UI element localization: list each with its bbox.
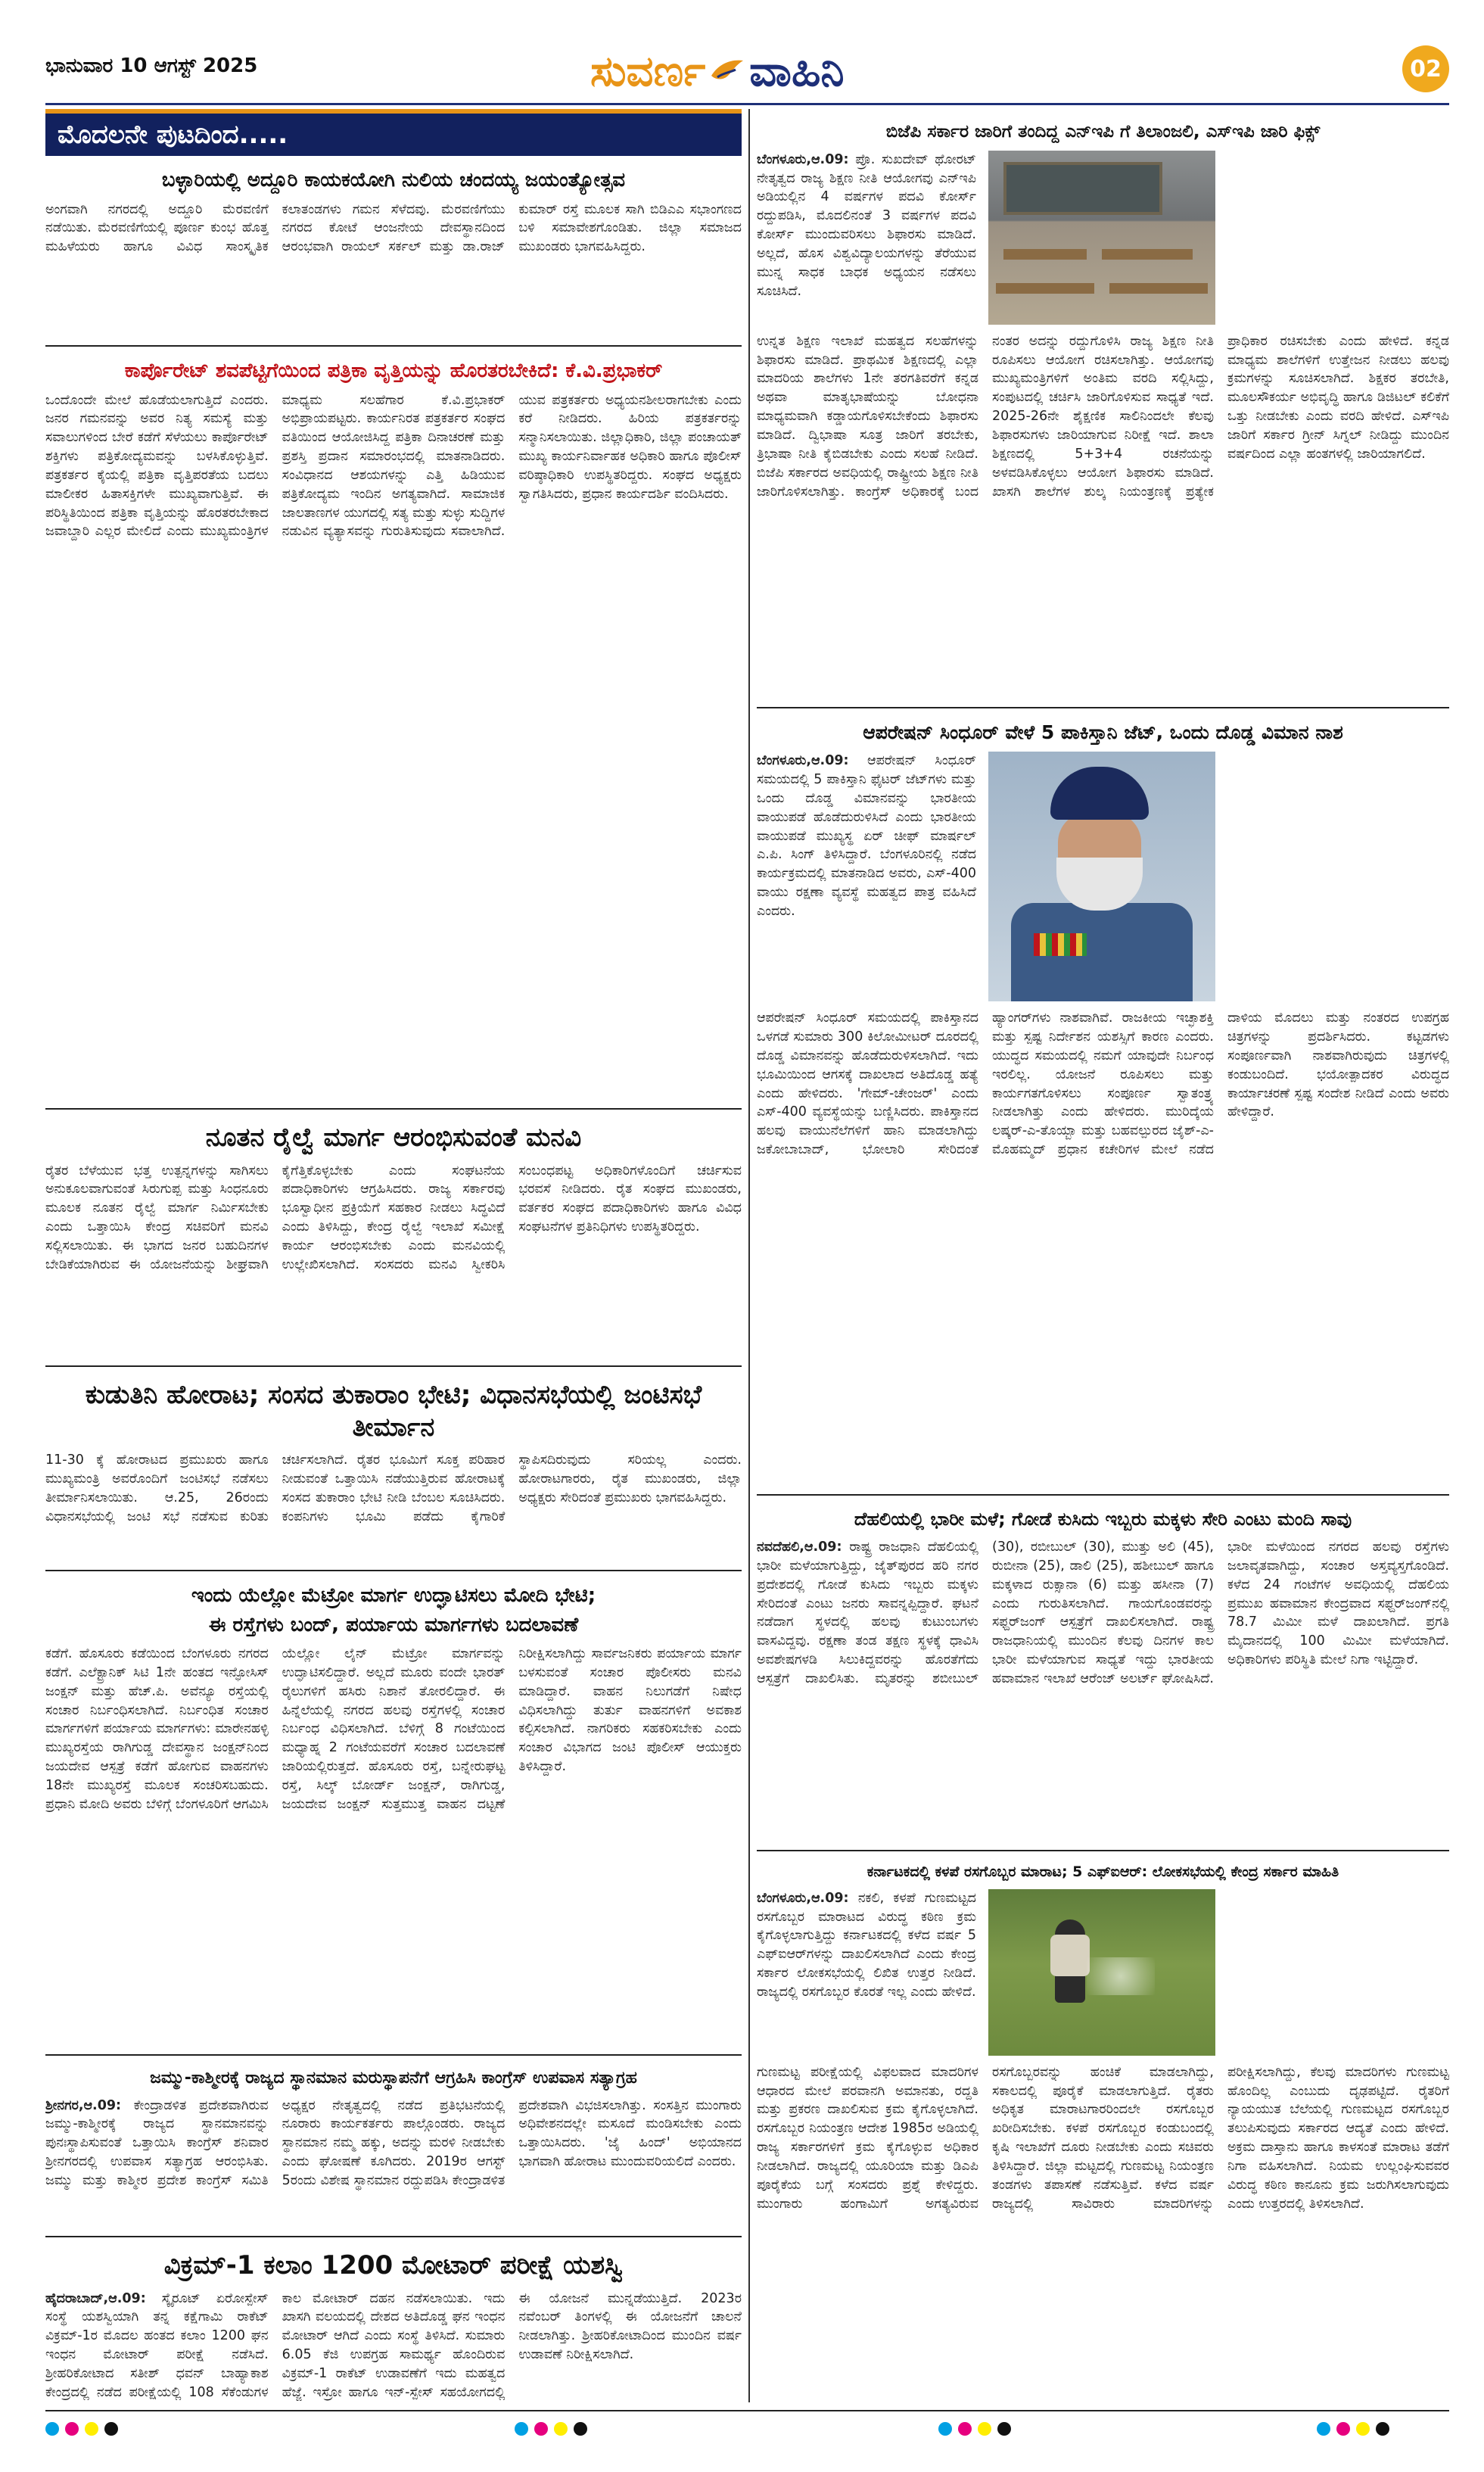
article-body: ಆಪರೇಷನ್ ಸಿಂಧೂರ್ ಸಮಯದಲ್ಲಿ ಪಾಕಿಸ್ತಾನದ ಒಳಗಡೆ ಸುಮಾರು 300 ಕಿಲೋಮೀಟರ್ ದೂರದಲ್ಲಿ ದೊಡ್ಡ ವಿಮಾನವನ್ನು ಹೊಡೆದುರುಳಿಸಲಾಗಿದೆ. ಇದು ಭೂಮಿಯಿಂದ ಆಗಸಕ್ಕೆ ದಾಖಲಾದ ಅತಿದೊಡ್ಡ ಹತ್ಯೆ ಎಂದು ಹೇಳಿದರು. 'ಗೇಮ್-ಚೇಂಜರ್' ಎಂದು ಎಸ್-400 ವ್ಯವಸ್ಥೆಯನ್ನು ಬಣ್ಣಿಸಿದರು. ಪಾಕಿಸ್ತಾನದ ಹಲವು ವಾಯುನೆಲೆಗಳಿಗೆ ಹಾನಿ ಮಾಡಲಾಗಿದ್ದು ಜಕೋಬಾಬಾದ್, ಭೋಲಾರಿ ಸೇರಿದಂತೆ ಹ್ಯಾಂಗರ್‌ಗಳು ನಾಶವಾಗಿವೆ. ರಾಜಕೀಯ ಇಚ್ಛಾಶಕ್ತಿ ಮತ್ತು ಸ್ಪಷ್ಟ ನಿರ್ದೇಶನ ಯಶಸ್ಸಿಗೆ ಕಾರಣ ಎಂದರು. ಯುದ್ಧದ ಸಮಯದಲ್ಲಿ ನಮಗೆ ಯಾವುದೇ ನಿರ್ಬಂಧ ಇರಲಿಲ್ಲ. ಯೋಜನೆ ರೂಪಿಸಲು ಮತ್ತು ಕಾರ್ಯಗತಗೊಳಿಸಲು ಸಂಪೂರ್ಣ ಸ್ವಾತಂತ್ರ್ಯ ನೀಡಲಾಗಿತ್ತು ಎಂದು ಹೇಳಿದರು. ಮುರಿದ್ಕೆಯ ಲಷ್ಕರ್-ಎ-ತೊಯ್ಬಾ ಮತ್ತು ಬಹವಲ್ಪುರದ ಜೈಶ್-ಎ-ಮೊಹಮ್ಮದ್ ಪ್ರಧಾನ ಕಚೇರಿಗಳ ಮೇಲೆ ನಡೆದ ದಾಳಿಯ ಮೊದಲು ಮತ್ತು ನಂತರದ ಉಪಗ್ರಹ ಚಿತ್ರಗಳನ್ನು ಪ್ರದರ್ಶಿಸಿದರು. ಕಟ್ಟಡಗಳು ಸಂಪೂರ್ಣವಾಗಿ ನಾಶವಾಗಿರುವುದು ಚಿತ್ರಗಳಲ್ಲಿ ಕಂಡುಬಂದಿದೆ. ಭಯೋತ್ಪಾದಕರ ವಿರುದ್ಧದ ಕಾರ್ಯಾಚರಣೆ ಸ್ಪಷ್ಟ ಸಂದೇಶ ನೀಡಿದೆ ಎಂದು ಅವರು ಹೇಳಿದ್ದಾರೆ. — [757, 1010, 1449, 1158]
article-headline: ವಿಕ್ರಮ್-1 ಕಲಾಂ 1200 ಮೋಟಾರ್ ಪರೀಕ್ಷೆ ಯಶಸ್ವಿ — [163, 2250, 624, 2281]
registration-marks-left — [45, 2422, 118, 2436]
article-intro — [757, 151, 976, 325]
article-body: ಕಡೆಗೆ. ಹೊಸೂರು ಕಡೆಯಿಂದ ಬೆಂಗಳೂರು ನಗರದ ಕಡೆಗೆ. ಎಲೆಕ್ಟ್ರಾನಿಕ್ ಸಿಟಿ 1ನೇ ಹಂತದ ಇನ್ಫೋಸಿಸ್ ಜಂಕ್ಷನ್ ಮತ್ತು ಹೆಚ್.ಪಿ. ಅವೆನ್ಯೂ ರಸ್ತೆಯಲ್ಲಿ ಸಂಚಾರ ನಿರ್ಬಂಧಿಸಲಾಗಿದೆ. ನಿರ್ಬಂಧಿತ ಸಂಚಾರ ಮಾರ್ಗಗಳಿಗೆ ಪರ್ಯಾಯ ಮಾರ್ಗಗಳು: ಮಾರೇನಹಳ್ಳಿ ಮುಖ್ಯರಸ್ತೆಯ ರಾಗಿಗುಡ್ಡ ದೇವಸ್ಥಾನ ಜಂಕ್ಷನ್‌ನಿಂದ ಜಯದೇವ ಆಸ್ಪತ್ರೆ ಕಡೆಗೆ ಹೋಗುವ ವಾಹನಗಳು 18ನೇ ಮುಖ್ಯರಸ್ತೆ ಮೂಲಕ ಸಂಚರಿಸಬಹುದು. ಪ್ರಧಾನಿ ಮೋದಿ ಅವರು ಬೆಳಿಗ್ಗೆ ಬೆಂಗಳೂರಿಗೆ ಆಗಮಿಸಿ ಯೆಲ್ಲೋ ಲೈನ್ ಮೆಟ್ರೋ ಮಾರ್ಗವನ್ನು ಉದ್ಘಾಟಿಸಲಿದ್ದಾರೆ. ಅಲ್ಲದೆ ಮೂರು ವಂದೇ ಭಾರತ್ ರೈಲುಗಳಿಗೆ ಹಸಿರು ನಿಶಾನೆ ತೋರಲಿದ್ದಾರೆ. ಈ ಹಿನ್ನೆಲೆಯಲ್ಲಿ ನಗರದ ಹಲವು ರಸ್ತೆಗಳಲ್ಲಿ ಸಂಚಾರ ನಿರ್ಬಂಧ ವಿಧಿಸಲಾಗಿದೆ. ಬೆಳಿಗ್ಗೆ 8 ಗಂಟೆಯಿಂದ ಮಧ್ಯಾಹ್ನ 2 ಗಂಟೆಯವರೆಗೆ ಸಂಚಾರ ಬದಲಾವಣೆ ಜಾರಿಯಲ್ಲಿರುತ್ತದೆ. ಹೊಸೂರು ರಸ್ತೆ, ಬನ್ನೇರುಘಟ್ಟ ರಸ್ತೆ, ಸಿಲ್ಕ್ ಬೋರ್ಡ್ ಜಂಕ್ಷನ್, ರಾಗಿಗುಡ್ಡ, ಜಯದೇವ ಜಂಕ್ಷನ್ ಸುತ್ತಮುತ್ತ ವಾಹನ ದಟ್ಟಣೆ ನಿರೀಕ್ಷಿಸಲಾಗಿದ್ದು ಸಾರ್ವಜನಿಕರು ಪರ್ಯಾಯ ಮಾರ್ಗ ಬಳಸುವಂತೆ ಸಂಚಾರ ಪೊಲೀಸರು ಮನವಿ ಮಾಡಿದ್ದಾರೆ. ವಾಹನ ನಿಲುಗಡೆಗೆ ನಿಷೇಧ ವಿಧಿಸಲಾಗಿದ್ದು ತುರ್ತು ವಾಹನಗಳಿಗೆ ಅವಕಾಶ ಕಲ್ಪಿಸಲಾಗಿದೆ. ನಾಗರಿಕರು ಸಹಕರಿಸಬೇಕು ಎಂದು ಸಂಚಾರ ವಿಭಾಗದ ಜಂಟಿ ಪೊಲೀಸ್ ಆಯುಕ್ತರು ತಿಳಿಸಿದ್ದಾರೆ. — [45, 1646, 742, 1812]
article-side-text — [1227, 1889, 1447, 2056]
article-headline: ನೂತನ ರೈಲ್ವೆ ಮಾರ್ಗ ಆರಂಭಿಸುವಂತೆ ಮನವಿ — [205, 1122, 582, 1153]
registration-marks-center-right — [938, 2422, 1011, 2436]
article-delhi-rain — [757, 1496, 1449, 1851]
article-fertilizer — [757, 1851, 1449, 2381]
article-text: ನಕಲಿ, ಕಳಪೆ ಗುಣಮಟ್ಟದ ರಸಗೊಬ್ಬರ ಮಾರಾಟದ ವಿರುದ್ಧ ಕಠಿಣ ಕ್ರಮ ಕೈಗೊಳ್ಳಲಾಗುತ್ತಿದ್ದು ಕರ್ನಾಟಕದಲ್ಲಿ ಕಳೆದ ವರ್ಷ 5 ಎಫ್‌ಐಆರ್‌ಗಳನ್ನು ದಾಖಲಿಸಲಾಗಿದೆ ಎಂದು ಕೇಂದ್ರ ಸರ್ಕಾರ ಲೋಕಸಭೆಯಲ್ಲಿ ಲಿಖಿತ ಉತ್ತರ ನೀಡಿದೆ. ರಾಜ್ಯದಲ್ಲಿ ರಸಗೊಬ್ಬರ ಕೊರತೆ ಇಲ್ಲ ಎಂದು ಹೇಳಿದೆ. — [757, 1890, 976, 2000]
article-body: ಉನ್ನತ ಶಿಕ್ಷಣ ಇಲಾಖೆ ಮಹತ್ವದ ಸಲಹೆಗಳನ್ನು ಶಿಫಾರಸು ಮಾಡಿದೆ. ಪ್ರಾಥಮಿಕ ಶಿಕ್ಷಣದಲ್ಲಿ ಎಲ್ಲಾ ಮಾದರಿಯ ಶಾಲೆಗಳು 1ನೇ ತರಗತಿವರೆಗೆ ಕನ್ನಡ ಅಥವಾ ಮಾತೃಭಾಷೆಯನ್ನು ಬೋಧನಾ ಮಾಧ್ಯಮವಾಗಿ ಕಡ್ಡಾಯಗೊಳಿಸಬೇಕೆಂದು ಶಿಫಾರಸು ಮಾಡಿದೆ. ದ್ವಿಭಾಷಾ ಸೂತ್ರ ಜಾರಿಗೆ ತರಬೇಕು, ತ್ರಿಭಾಷಾ ನೀತಿ ಕೈಬಿಡಬೇಕು ಎಂದು ಸಲಹೆ ನೀಡಿದೆ. ಬಿಜೆಪಿ ಸರ್ಕಾರದ ಅವಧಿಯಲ್ಲಿ ರಾಷ್ಟ್ರೀಯ ಶಿಕ್ಷಣ ನೀತಿ ಜಾರಿಗೊಳಿಸಲಾಗಿತ್ತು. ಕಾಂಗ್ರೆಸ್ ಅಧಿಕಾರಕ್ಕೆ ಬಂದ ನಂತರ ಅದನ್ನು ರದ್ದುಗೊಳಿಸಿ ರಾಜ್ಯ ಶಿಕ್ಷಣ ನೀತಿ ರೂಪಿಸಲು ಆಯೋಗ ರಚಿಸಲಾಗಿತ್ತು. ಆಯೋಗವು ಮುಖ್ಯಮಂತ್ರಿಗಳಿಗೆ ಅಂತಿಮ ವರದಿ ಸಲ್ಲಿಸಿದ್ದು, ಸಂಪುಟದಲ್ಲಿ ಚರ್ಚಿಸಿ ಜಾರಿಗೊಳಿಸುವ ಸಾಧ್ಯತೆ ಇದೆ. 2025-26ನೇ ಶೈಕ್ಷಣಿಕ ಸಾಲಿನಿಂದಲೇ ಕೆಲವು ಶಿಫಾರಸುಗಳು ಜಾರಿಯಾಗುವ ನಿರೀಕ್ಷೆ ಇದೆ. ಶಾಲಾ ಶಿಕ್ಷಣದಲ್ಲಿ 5+3+4 ರಚನೆಯನ್ನು ಅಳವಡಿಸಿಕೊಳ್ಳಲು ಆಯೋಗ ಶಿಫಾರಸು ಮಾಡಿದೆ. ಖಾಸಗಿ ಶಾಲೆಗಳ ಶುಲ್ಕ ನಿಯಂತ್ರಣಕ್ಕೆ ಪ್ರತ್ಯೇಕ ಪ್ರಾಧಿಕಾರ ರಚಿಸಬೇಕು ಎಂದು ಹೇಳಿದೆ. ಕನ್ನಡ ಮಾಧ್ಯಮ ಶಾಲೆಗಳಿಗೆ ಉತ್ತೇಜನ ನೀಡಲು ಹಲವು ಕ್ರಮಗಳನ್ನು ಸೂಚಿಸಲಾಗಿದೆ. ಶಿಕ್ಷಕರ ತರಬೇತಿ, ಮೂಲಸೌಕರ್ಯ ಅಭಿವೃದ್ಧಿ ಹಾಗೂ ಡಿಜಿಟಲ್ ಕಲಿಕೆಗೆ ಒತ್ತು ನೀಡಬೇಕು ಎಂದು ವರದಿ ಹೇಳಿದೆ. ಎಸ್‌ಇಪಿ ಜಾರಿಗೆ ಸರ್ಕಾರ ಗ್ರೀನ್ ಸಿಗ್ನಲ್ ನೀಡಿದ್ದು ಮುಂದಿನ ವರ್ಷದಿಂದ ಎಲ್ಲಾ ಹಂತಗಳಲ್ಲಿ ಜಾರಿಯಾಗಲಿದೆ. — [757, 333, 1449, 500]
masthead-rule — [45, 103, 1449, 105]
article-body: ಅಂಗವಾಗಿ ನಗರದಲ್ಲಿ ಅದ್ದೂರಿ ಮೆರವಣಿಗೆ ನಡೆಯಿತು. ಮೆರವಣಿಗೆಯಲ್ಲಿ ಪೂರ್ಣ ಕುಂಭ ಹೊತ್ತ ಮಹಿಳೆಯರು ಹಾಗೂ ವಿವಿಧ ಸಾಂಸ್ಕೃತಿಕ ಕಲಾತಂಡಗಳು ಗಮನ ಸೆಳೆದವು. ಮೆರವಣಿಗೆಯು ನಗರದ ಕೋಟೆ ಆಂಜನೇಯ ದೇವಸ್ಥಾನದಿಂದ ಆರಂಭವಾಗಿ ರಾಯಲ್ ಸರ್ಕಲ್ ಮತ್ತು ಡಾ.ರಾಜ್ ಕುಮಾರ್ ರಸ್ತೆ ಮೂಲಕ ಸಾಗಿ ಬಿಡಿಎಎ ಸಭಾಂಗಣದ ಬಳಿ ಸಮಾವೇಶಗೊಂಡಿತು. ಜಿಲ್ಲಾ ಸಮಾಜದ ಮುಖಂಡರು ಭಾಗವಹಿಸಿದ್ದರು. — [45, 201, 742, 255]
article-side-text — [1227, 151, 1447, 325]
dateline: ಬೆಂಗಳೂರು,ಆ.09: — [757, 151, 849, 167]
article-text: ರಾಷ್ಟ್ರ ರಾಜಧಾನಿ ದೆಹಲಿಯಲ್ಲಿ ಭಾರೀ ಮಳೆಯಾಗುತ್ತಿದ್ದು, ಜೈತ್‌ಪುರದ ಹರಿ ನಗರ ಪ್ರದೇಶದಲ್ಲಿ ಗೋಡೆ ಕುಸಿದು ಇಬ್ಬರು ಮಕ್ಕಳು ಸೇರಿದಂತೆ ಎಂಟು ಜನರು ಸಾವನ್ನಪ್ಪಿದ್ದಾರೆ. ಘಟನೆ ನಡೆದಾಗ ಸ್ಥಳದಲ್ಲಿ ಹಲವು ಕುಟುಂಬಗಳು ವಾಸವಿದ್ದವು. ರಕ್ಷಣಾ ತಂಡ ತಕ್ಷಣ ಸ್ಥಳಕ್ಕೆ ಧಾವಿಸಿ ಅವಶೇಷಗಳಡಿ ಸಿಲುಕಿದ್ದವರನ್ನು ಹೊರತೆಗೆದು ಆಸ್ಪತ್ರೆಗೆ ದಾಖಲಿಸಿತು. — [757, 1540, 978, 1686]
air-chief-photo — [988, 752, 1215, 1001]
logo-part-1: ಸುವರ್ಣ — [590, 45, 706, 96]
masthead — [45, 39, 1449, 103]
article-headline: ಆಪರೇಷನ್ ಸಿಂಧೂರ್ ವೇಳೆ 5 ಪಾಕಿಸ್ತಾನಿ ಜೆಟ್, ಒಂದು ದೊಡ್ಡ ವಿಮಾನ ನಾಶ — [863, 721, 1343, 743]
article-operation-sindoor — [757, 708, 1449, 1496]
article-body — [45, 2290, 742, 2441]
page-number-badge: 02 — [1402, 45, 1449, 92]
magenta-dot — [65, 2422, 79, 2436]
article-headline-line-1: ಇಂದು ಯೆಲ್ಲೋ ಮೆಟ್ರೋ ಮಾರ್ಗ ಉದ್ಘಾಟಿಸಲು ಮೋದಿ ಭೇಟಿ; — [191, 1584, 596, 1607]
left-column — [45, 109, 742, 2442]
logo-part-2: ವಾಹಿನಿ — [749, 45, 845, 96]
cyan-dot — [45, 2422, 59, 2436]
column-divider — [748, 109, 750, 2402]
article-headline: ಬಿಜೆಪಿ ಸರ್ಕಾರ ಜಾರಿಗೆ ತಂದಿದ್ದ ಎನ್‌ಇಪಿ ಗೆ ತಿಲಾಂಜಲಿ, ಎಸ್‌ಇಪಿ ಜಾರಿ ಫಿಕ್ಸ್ — [885, 122, 1321, 142]
yellow-dot — [85, 2422, 98, 2436]
bottom-rule — [45, 2410, 1449, 2411]
dateline: ಬೆಂಗಳೂರು,ಆ.09: — [757, 1890, 849, 1906]
article-body — [757, 1538, 1449, 1833]
black-dot — [104, 2422, 118, 2436]
issue-date: ಭಾನುವಾರ 10 ಆಗಸ್ಟ್ 2025 — [45, 54, 258, 77]
article-bellary-jayanti — [45, 156, 742, 347]
article-headline: ದೆಹಲಿಯಲ್ಲಿ ಭಾರೀ ಮಳೆ; ಗೋಡೆ ಕುಸಿದು ಇಬ್ಬರು ಮಕ್ಕಳು ಸೇರಿ ಎಂಟು ಮಂದಿ ಸಾವು — [854, 1508, 1352, 1530]
article-corporate-journalism — [45, 347, 742, 1110]
article-intro — [757, 1889, 976, 2056]
section-title: ಮೊದಲನೇ ಪುಟದಿಂದ..... — [45, 109, 742, 156]
right-column — [757, 109, 1449, 2381]
article-body — [45, 2097, 742, 2225]
article-text: ಸ್ಕೈರೂಟ್ ಏರೋಸ್ಪೇಸ್ ಸಂಸ್ಥೆ ಯಶಸ್ವಿಯಾಗಿ ತನ್ನ ಕಕ್ಷೆಗಾಮಿ ರಾಕೆಟ್ ವಿಕ್ರಮ್-1ರ ಮೊದಲ ಹಂತದ ಕಲಾಂ 1200 ಘನ ಇಂಧನ ಮೋಟಾರ್ ಪರೀಕ್ಷೆ ನಡೆಸಿದೆ. ಶ್ರೀಹರಿಕೋಟಾದ ಸತೀಶ್ ಧವನ್ ಬಾಹ್ಯಾಕಾಶ ಕೇಂದ್ರದಲ್ಲಿ ನಡೆದ ಪರೀಕ್ಷೆಯಲ್ಲಿ 108 ಸೆಕೆಂಡುಗಳ ಕಾಲ ಮೋಟಾರ್ ದಹನ ನಡೆಸಲಾಯಿತು. ಇದು ಖಾಸಗಿ ವಲಯದಲ್ಲಿ ದೇಶದ ಅತಿದೊಡ್ಡ ಘನ ಇಂಧನ ಮೋಟಾರ್ ಆಗಿದೆ ಎಂದು ಸಂಸ್ಥೆ ತಿಳಿಸಿದೆ. ಸುಮಾರು 6.05 ಕೆಜಿ ಉಪಗ್ರಹ ಸಾಮರ್ಥ್ಯ ಹೊಂದಿರುವ ವಿಕ್ರಮ್-1 ರಾಕೆಟ್ ಉಡಾವಣೆಗೆ ಇದು ಮಹತ್ವದ ಹೆಜ್ಜೆ. ಇಸ್ರೋ ಹಾಗೂ ಇನ್-ಸ್ಪೇಸ್ ಸಹಯೋಗದಲ್ಲಿ ಈ ಯೋಜನೆ ಮುನ್ನಡೆಯುತ್ತಿದೆ. 2023ರ ನವೆಂಬರ್ ತಿಂಗಳಲ್ಲಿ ಈ ಯೋಜನೆಗೆ ಚಾಲನೆ ನೀಡಲಾಗಿತ್ತು. ಶ್ರೀಹರಿಕೋಟಾದಿಂದ ಮುಂದಿನ ವರ್ಷ ಉಡಾವಣೆ ನಿರೀಕ್ಷಿಸಲಾಗಿದೆ. — [45, 2290, 742, 2400]
article-yellow-metro — [45, 1571, 742, 2056]
newspaper-logo — [590, 44, 845, 98]
article-railway-line — [45, 1110, 742, 1367]
dateline: ಬೆಂಗಳೂರು,ಆ.09: — [757, 753, 849, 769]
dateline: ಶ್ರೀನಗರ,ಆ.09: — [45, 2097, 122, 2113]
article-nep-sep — [757, 109, 1449, 708]
article-intro — [757, 752, 976, 1001]
article-headline: ಕರ್ನಾಟಕದಲ್ಲಿ ಕಳಪೆ ರಸಗೊಬ್ಬರ ಮಾರಾಟ; 5 ಎಫ್‌ಐಆರ್: ಲೋಕಸಭೆಯಲ್ಲಿ ಕೇಂದ್ರ ಸರ್ಕಾರ ಮಾಹಿತಿ — [866, 1863, 1339, 1880]
article-body: ಗುಣಮಟ್ಟ ಪರೀಕ್ಷೆಯಲ್ಲಿ ವಿಫಲವಾದ ಮಾದರಿಗಳ ಆಧಾರದ ಮೇಲೆ ಪರವಾನಗಿ ಅಮಾನತು, ರದ್ದತಿ ಮತ್ತು ಪ್ರಕರಣ ದಾಖಲಿಸುವ ಕ್ರಮ ಕೈಗೊಳ್ಳಲಾಗಿದೆ. ರಸಗೊಬ್ಬರ ನಿಯಂತ್ರಣ ಆದೇಶ 1985ರ ಅಡಿಯಲ್ಲಿ ರಾಜ್ಯ ಸರ್ಕಾರಗಳಿಗೆ ಕ್ರಮ ಕೈಗೊಳ್ಳುವ ಅಧಿಕಾರ ನೀಡಲಾಗಿದೆ. ರಾಜ್ಯದಲ್ಲಿ ಯೂರಿಯಾ ಮತ್ತು ಡಿಎಪಿ ಪೂರೈಕೆಯ ಬಗ್ಗೆ ಸಂಸದರು ಪ್ರಶ್ನೆ ಕೇಳಿದ್ದರು. ಮುಂಗಾರು ಹಂಗಾಮಿಗೆ ಅಗತ್ಯವಿರುವ ರಸಗೊಬ್ಬರವನ್ನು ಹಂಚಿಕೆ ಮಾಡಲಾಗಿದ್ದು, ಸಕಾಲದಲ್ಲಿ ಪೂರೈಕೆ ಮಾಡಲಾಗುತ್ತಿದೆ. ರೈತರು ಅಧಿಕೃತ ಮಾರಾಟಗಾರರಿಂದಲೇ ರಸಗೊಬ್ಬರ ಖರೀದಿಸಬೇಕು. ಕಳಪೆ ರಸಗೊಬ್ಬರ ಕಂಡುಬಂದಲ್ಲಿ ಕೃಷಿ ಇಲಾಖೆಗೆ ದೂರು ನೀಡಬೇಕು ಎಂದು ಸಚಿವರು ತಿಳಿಸಿದ್ದಾರೆ. ಜಿಲ್ಲಾ ಮಟ್ಟದಲ್ಲಿ ಗುಣಮಟ್ಟ ನಿಯಂತ್ರಣ ತಂಡಗಳು ತಪಾಸಣೆ ನಡೆಸುತ್ತಿವೆ. ಕಳೆದ ವರ್ಷ ರಾಜ್ಯದಲ್ಲಿ ಸಾವಿರಾರು ಮಾದರಿಗಳನ್ನು ಪರೀಕ್ಷಿಸಲಾಗಿದ್ದು, ಕೆಲವು ಮಾದರಿಗಳು ಗುಣಮಟ್ಟ ಹೊಂದಿಲ್ಲ ಎಂಬುದು ದೃಢಪಟ್ಟಿದೆ. ರೈತರಿಗೆ ನ್ಯಾಯಯುತ ಬೆಲೆಯಲ್ಲಿ ಗುಣಮಟ್ಟದ ರಸಗೊಬ್ಬರ ತಲುಪಿಸುವುದು ಸರ್ಕಾರದ ಆದ್ಯತೆ ಎಂದು ಹೇಳಿದೆ. ಅಕ್ರಮ ದಾಸ್ತಾನು ಹಾಗೂ ಕಾಳಸಂತೆ ಮಾರಾಟ ತಡೆಗೆ ನಿಗಾ ವಹಿಸಲಾಗಿದೆ. ನಿಯಮ ಉಲ್ಲಂಘಿಸುವವರ ವಿರುದ್ಧ ಕಠಿಣ ಕಾನೂನು ಕ್ರಮ ಜರುಗಿಸಲಾಗುವುದು ಎಂದು ಉತ್ತರದಲ್ಲಿ ತಿಳಿಸಲಾಗಿದೆ. — [757, 2064, 1449, 2212]
dateline: ನವದೆಹಲಿ,ಆ.09: — [757, 1540, 842, 1555]
article-body: ಒಂದೊಂದೇ ಮೇಲೆ ಹೊಡೆಯಲಾಗುತ್ತಿದೆ ಎಂದರು. ಜನರ ಗಮನವನ್ನು ಅವರ ನಿತ್ಯ ಸಮಸ್ಯೆ ಮತ್ತು ಸವಾಲುಗಳಿಂದ ಬೇರೆ ಕಡೆಗೆ ಸೆಳೆಯಲು ಕಾರ್ಪೊರೇಟ್ ಶಕ್ತಿಗಳು ಪತ್ರಿಕೋದ್ಯಮವನ್ನು ಬಳಸಿಕೊಳ್ಳುತ್ತಿವೆ. ಪತ್ರಕರ್ತರ ಕೈಯಲ್ಲಿ ಪತ್ರಿಕಾ ವೃತ್ತಿಪರತೆಯ ಬದಲು ಮಾಲೀಕರ ಹಿತಾಸಕ್ತಿಗಳೇ ಮುಖ್ಯವಾಗುತ್ತಿವೆ. ಈ ಪರಿಸ್ಥಿತಿಯಿಂದ ಪತ್ರಿಕಾ ವೃತ್ತಿಯನ್ನು ಹೊರತರಬೇಕಾದ ಜವಾಬ್ದಾರಿ ಎಲ್ಲರ ಮೇಲಿದೆ ಎಂದು ಮುಖ್ಯಮಂತ್ರಿಗಳ ಮಾಧ್ಯಮ ಸಲಹೆಗಾರ ಕೆ.ವಿ.ಪ್ರಭಾಕರ್ ಅಭಿಪ್ರಾಯಪಟ್ಟರು. ಕಾರ್ಯನಿರತ ಪತ್ರಕರ್ತರ ಸಂಘದ ವತಿಯಿಂದ ಆಯೋಜಿಸಿದ್ದ ಪತ್ರಿಕಾ ದಿನಾಚರಣೆ ಮತ್ತು ಪ್ರಶಸ್ತಿ ಪ್ರದಾನ ಸಮಾರಂಭದಲ್ಲಿ ಮಾತನಾಡಿದರು. ಸಂವಿಧಾನದ ಆಶಯಗಳನ್ನು ಎತ್ತಿ ಹಿಡಿಯುವ ಪತ್ರಿಕೋದ್ಯಮ ಇಂದಿನ ಅಗತ್ಯವಾಗಿದೆ. ಸಾಮಾಜಿಕ ಜಾಲತಾಣಗಳ ಯುಗದಲ್ಲಿ ಸತ್ಯ ಮತ್ತು ಸುಳ್ಳು ಸುದ್ದಿಗಳ ನಡುವಿನ ವ್ಯತ್ಯಾಸವನ್ನು ಗುರುತಿಸುವುದು ಸವಾಲಾಗಿದೆ. ಯುವ ಪತ್ರಕರ್ತರು ಅಧ್ಯಯನಶೀಲರಾಗಬೇಕು ಎಂದು ಕರೆ ನೀಡಿದರು. ಹಿರಿಯ ಪತ್ರಕರ್ತರನ್ನು ಸನ್ಮಾನಿಸಲಾಯಿತು. ಜಿಲ್ಲಾಧಿಕಾರಿ, ಜಿಲ್ಲಾ ಪಂಚಾಯತ್ ಮುಖ್ಯ ಕಾರ್ಯನಿರ್ವಾಹಕ ಅಧಿಕಾರಿ ಹಾಗೂ ಪೊಲೀಸ್ ವರಿಷ್ಠಾಧಿಕಾರಿ ಉಪಸ್ಥಿತರಿದ್ದರು. ಸಂಘದ ಅಧ್ಯಕ್ಷರು ಸ್ವಾಗತಿಸಿದರು, ಪ್ರಧಾನ ಕಾರ್ಯದರ್ಶಿ ವಂದಿಸಿದರು. — [45, 392, 742, 540]
article-headline: ಕಾರ್ಪೊರೇಟ್ ಶವಪೆಟ್ಟಿಗೆಯಿಂದ ಪತ್ರಿಕಾ ವೃತ್ತಿಯನ್ನು ಹೊರತರಬೇಕಿದೆ: ಕೆ.ವಿ.ಪ್ರಭಾಕರ್ — [124, 360, 663, 382]
article-headline: ಜಮ್ಮು-ಕಾಶ್ಮೀರಕ್ಕೆ ರಾಜ್ಯದ ಸ್ಥಾನಮಾನ ಮರುಸ್ಥಾಪನೆಗೆ ಆಗ್ರಹಿಸಿ ಕಾಂಗ್ರೆಸ್ ಉಪವಾಸ ಸತ್ಯಾಗ್ರಹ — [150, 2069, 637, 2088]
article-text: ಆಪರೇಷನ್ ಸಿಂಧೂರ್ ಸಮಯದಲ್ಲಿ 5 ಪಾಕಿಸ್ತಾನಿ ಫೈಟರ್ ಜೆಟ್‌ಗಳು ಮತ್ತು ಒಂದು ದೊಡ್ಡ ವಿಮಾನವನ್ನು ಭಾರತೀಯ ವಾಯುಪಡೆ ಹೊಡೆದುರುಳಿಸಿದೆ ಎಂದು ಭಾರತೀಯ ವಾಯುಪಡೆ ಮುಖ್ಯಸ್ಥ ಏರ್ ಚೀಫ್ ಮಾರ್ಷಲ್ ಎ.ಪಿ. ಸಿಂಗ್ ತಿಳಿಸಿದ್ದಾರೆ. ಬೆಂಗಳೂರಿನಲ್ಲಿ ನಡೆದ ಕಾರ್ಯಕ್ರಮದಲ್ಲಿ ಮಾತನಾಡಿದ ಅವರು, ಎಸ್-400 ವಾಯು ರಕ್ಷಣಾ ವ್ಯವಸ್ಥೆ ಮಹತ್ವದ ಪಾತ್ರ ವಹಿಸಿದೆ ಎಂದರು. — [757, 753, 976, 919]
article-body: 11-30 ಕ್ಕೆ ಹೋರಾಟದ ಪ್ರಮುಖರು ಹಾಗೂ ಮುಖ್ಯಮಂತ್ರಿ ಅವರೊಂದಿಗೆ ಜಂಟಿಸಭೆ ನಡೆಸಲು ತೀರ್ಮಾನಿಸಲಾಯಿತು. ಆ.25, 26ರಂದು ವಿಧಾನಸಭೆಯಲ್ಲಿ ಜಂಟಿ ಸಭೆ ನಡೆಸುವ ಕುರಿತು ಚರ್ಚಿಸಲಾಗಿದೆ. ರೈತರ ಭೂಮಿಗೆ ಸೂಕ್ತ ಪರಿಹಾರ ನೀಡುವಂತೆ ಒತ್ತಾಯಿಸಿ ನಡೆಯುತ್ತಿರುವ ಹೋರಾಟಕ್ಕೆ ಸಂಸದ ತುಕಾರಾಂ ಭೇಟಿ ನೀಡಿ ಬೆಂಬಲ ಸೂಚಿಸಿದರು. ಕಂಪನಿಗಳು ಭೂಮಿ ಪಡೆದು ಕೈಗಾರಿಕೆ ಸ್ಥಾಪಿಸದಿರುವುದು ಸರಿಯಲ್ಲ ಎಂದರು. ಹೋರಾಟಗಾರರು, ರೈತ ಮುಖಂಡರು, ಜಿಲ್ಲಾ ಅಧ್ಯಕ್ಷರು ಸೇರಿದಂತೆ ಪ್ರಮುಖರು ಭಾಗವಹಿಸಿದ್ದರು. — [45, 1452, 742, 1524]
blackboard-shape — [1003, 162, 1162, 215]
article-body: ರೈತರ ಬೆಳೆಯುವ ಭತ್ತ ಉತ್ಪನ್ನಗಳನ್ನು ಸಾಗಿಸಲು ಅನುಕೂಲವಾಗುವಂತೆ ಸಿರುಗುಪ್ಪ ಮತ್ತು ಸಿಂಧನೂರು ಮೂಲಕ ನೂತನ ರೈಲ್ವೆ ಮಾರ್ಗ ನಿರ್ಮಿಸಬೇಕು ಎಂದು ಒತ್ತಾಯಿಸಿ ಕೇಂದ್ರ ಸಚಿವರಿಗೆ ಮನವಿ ಸಲ್ಲಿಸಲಾಯಿತು. ಈ ಭಾಗದ ಜನರ ಬಹುದಿನಗಳ ಬೇಡಿಕೆಯಾಗಿರುವ ಈ ಯೋಜನೆಯನ್ನು ಶೀಘ್ರವಾಗಿ ಕೈಗೆತ್ತಿಕೊಳ್ಳಬೇಕು ಎಂದು ಸಂಘಟನೆಯ ಪದಾಧಿಕಾರಿಗಳು ಆಗ್ರಹಿಸಿದರು. ರಾಜ್ಯ ಸರ್ಕಾರವು ಭೂಸ್ವಾಧೀನ ಪ್ರಕ್ರಿಯೆಗೆ ಸಹಕಾರ ನೀಡಲು ಸಿದ್ಧವಿದೆ ಎಂದು ತಿಳಿಸಿದ್ದು, ಕೇಂದ್ರ ರೈಲ್ವೆ ಇಲಾಖೆ ಸಮೀಕ್ಷೆ ಕಾರ್ಯ ಆರಂಭಿಸಬೇಕು ಎಂದು ಮನವಿಯಲ್ಲಿ ಉಲ್ಲೇಖಿಸಲಾಗಿದೆ. ಸಂಸದರು ಮನವಿ ಸ್ವೀಕರಿಸಿ ಸಂಬಂಧಪಟ್ಟ ಅಧಿಕಾರಿಗಳೊಂದಿಗೆ ಚರ್ಚಿಸುವ ಭರವಸೆ ನೀಡಿದರು. ರೈತ ಸಂಘದ ಮುಖಂಡರು, ವರ್ತಕರ ಸಂಘದ ಪದಾಧಿಕಾರಿಗಳು ಹಾಗೂ ವಿವಿಧ ಸಂಘಟನೆಗಳ ಪ್ರತಿನಿಧಿಗಳು ಉಪಸ್ಥಿತರಿದ್ದರು. — [45, 1163, 742, 1272]
article-text: ಕೇಂದ್ರಾಡಳಿತ ಪ್ರದೇಶವಾಗಿರುವ ಜಮ್ಮು-ಕಾಶ್ಮೀರಕ್ಕೆ ರಾಜ್ಯದ ಸ್ಥಾನಮಾನವನ್ನು ಪುನಃಸ್ಥಾಪಿಸುವಂತೆ ಒತ್ತಾಯಿಸಿ ಕಾಂಗ್ರೆಸ್ ಶನಿವಾರ ಶ್ರೀನಗರದಲ್ಲಿ ಉಪವಾಸ ಸತ್ಯಾಗ್ರಹ ಆರಂಭಿಸಿತು. ಜಮ್ಮು ಮತ್ತು ಕಾಶ್ಮೀರ ಪ್ರದೇಶ ಕಾಂಗ್ರೆಸ್ ಸಮಿತಿ ಅಧ್ಯಕ್ಷರ ನೇತೃತ್ವದಲ್ಲಿ ನಡೆದ ಪ್ರತಿಭಟನೆಯಲ್ಲಿ ನೂರಾರು ಕಾರ್ಯಕರ್ತರು ಪಾಲ್ಗೊಂಡರು. ರಾಜ್ಯದ ಸ್ಥಾನಮಾನ ನಮ್ಮ ಹಕ್ಕು, ಅದನ್ನು ಮರಳಿ ನೀಡಬೇಕು ಎಂದು ಘೋಷಣೆ ಕೂಗಿದರು. 2019ರ ಆಗಸ್ಟ್ 5ರಂದು ವಿಶೇಷ ಸ್ಥಾನಮಾನ ರದ್ದುಪಡಿಸಿ ಕೇಂದ್ರಾಡಳಿತ ಪ್ರದೇಶವಾಗಿ ವಿಭಜಿಸಲಾಗಿತ್ತು. ಸಂಸತ್ತಿನ ಮುಂಗಾರು ಅಧಿವೇಶನದಲ್ಲೇ ಮಸೂದೆ ಮಂಡಿಸಬೇಕು ಎಂದು ಒತ್ತಾಯಿಸಿದರು. 'ಜೈ ಹಿಂದ್' ಅಭಿಯಾನದ ಭಾಗವಾಗಿ ಹೋರಾಟ ಮುಂದುವರಿಯಲಿದೆ ಎಂದರು. — [45, 2097, 742, 2188]
bird-logo-icon — [710, 56, 745, 86]
article-text: ಪ್ರೊ. ಸುಖದೇವ್ ಥೋರಟ್ ನೇತೃತ್ವದ ರಾಜ್ಯ ಶಿಕ್ಷಣ ನೀತಿ ಆಯೋಗವು ಎನ್‌ಇಪಿ ಅಡಿಯಲ್ಲಿನ 4 ವರ್ಷಗಳ ಪದವಿ ಕೋರ್ಸ್ ರದ್ದುಪಡಿಸಿ, ಮೊದಲಿನಂತೆ 3 ವರ್ಷಗಳ ಪದವಿ ಕೋರ್ಸ್ ಮುಂದುವರಿಸಲು ಶಿಫಾರಸು ಮಾಡಿದೆ. ಅಲ್ಲದೆ, ಹೊಸ ವಿಶ್ವವಿದ್ಯಾಲಯಗಳನ್ನು ತೆರೆಯುವ ಮುನ್ನ ಸಾಧಕ ಬಾಧಕ ಅಧ್ಯಯನ ನಡೆಸಲು ಸೂಚಿಸಿದೆ. — [757, 151, 976, 299]
article-kudutini-protest — [45, 1367, 742, 1571]
registration-marks-center-left — [515, 2422, 587, 2436]
farmer-photo — [988, 1889, 1215, 2056]
classroom-photo — [988, 151, 1215, 325]
article-text-continued: ಮೃತರನ್ನು ಶಬೀಬುಲ್ (30), ರಬೀಬುಲ್ (30), ಮುತ್ತು ಅಲಿ (45), ರುಬೀನಾ (25), ಡಾಲಿ (25), ಹಶೀಬುಲ್ ಹಾಗೂ ಮಕ್ಕಳಾದ ರುಕ್ಸಾನಾ (6) ಮತ್ತು ಹಸೀನಾ (7) ಎಂದು ಗುರುತಿಸಲಾಗಿದೆ. ಗಾಯಗೊಂಡವರನ್ನು ಸಫ್ದರ್‌ಜಂಗ್ ಆಸ್ಪತ್ರೆಗೆ ದಾಖಲಿಸಲಾಗಿದೆ. ರಾಷ್ಟ್ರ ರಾಜಧಾನಿಯಲ್ಲಿ ಮುಂದಿನ ಕೆಲವು ದಿನಗಳ ಕಾಲ ಭಾರೀ ಮಳೆಯಾಗುವ ಸಾಧ್ಯತೆ ಇದ್ದು ಭಾರತೀಯ ಹವಾಮಾನ ಇಲಾಖೆ ಆರೆಂಜ್ ಅಲರ್ಟ್ ಘೋಷಿಸಿದೆ. ಭಾರೀ ಮಳೆಯಿಂದ ನಗರದ ಹಲವು ರಸ್ತೆಗಳು ಜಲಾವೃತವಾಗಿದ್ದು, ಸಂಚಾರ ಅಸ್ತವ್ಯಸ್ತಗೊಂಡಿದೆ. ಕಳೆದ 24 ಗಂಟೆಗಳ ಅವಧಿಯಲ್ಲಿ ದೆಹಲಿಯ ಪ್ರಮುಖ ಹವಾಮಾನ ಕೇಂದ್ರವಾದ ಸಫ್ದರ್‌ಜಂಗ್‌ನಲ್ಲಿ 78.7 ಮಿಮೀ ಮಳೆ ದಾಖಲಾಗಿದೆ. ಪ್ರಗತಿ ಮೈದಾನದಲ್ಲಿ 100 ಮಿಮೀ ಮಳೆಯಾಗಿದೆ. ಅಧಿಕಾರಿಗಳು ಪರಿಸ್ಥಿತಿ ಮೇಲೆ ನಿಗಾ ಇಟ್ಟಿದ್ದಾರೆ. — [875, 1540, 1449, 1686]
article-side-text — [1227, 752, 1447, 1001]
article-headline-line-2: ಈ ರಸ್ತೆಗಳು ಬಂದ್, ಪರ್ಯಾಯ ಮಾರ್ಗಗಳು ಬದಲಾವಣೆ — [208, 1613, 579, 1636]
article-headline: ಕುಡುತಿನಿ ಹೋರಾಟ; ಸಂಸದ ತುಕಾರಾಂ ಭೇಟಿ; ವಿಧಾನಸಭೆಯಲ್ಲಿ ಜಂಟಿಸಭೆ ತೀರ್ಮಾನ — [85, 1380, 702, 1443]
registration-marks-right — [1317, 2422, 1389, 2436]
article-jk-statehood — [45, 2056, 742, 2237]
article-headline: ಬಳ್ಳಾರಿಯಲ್ಲಿ ಅದ್ದೂರಿ ಕಾಯಕಯೋಗಿ ನುಲಿಯ ಚಂದಯ್ಯ ಜಯಂತ್ಯೋತ್ಸವ — [161, 169, 626, 191]
dateline: ಹೈದರಾಬಾದ್,ಆ.09: — [45, 2290, 146, 2306]
